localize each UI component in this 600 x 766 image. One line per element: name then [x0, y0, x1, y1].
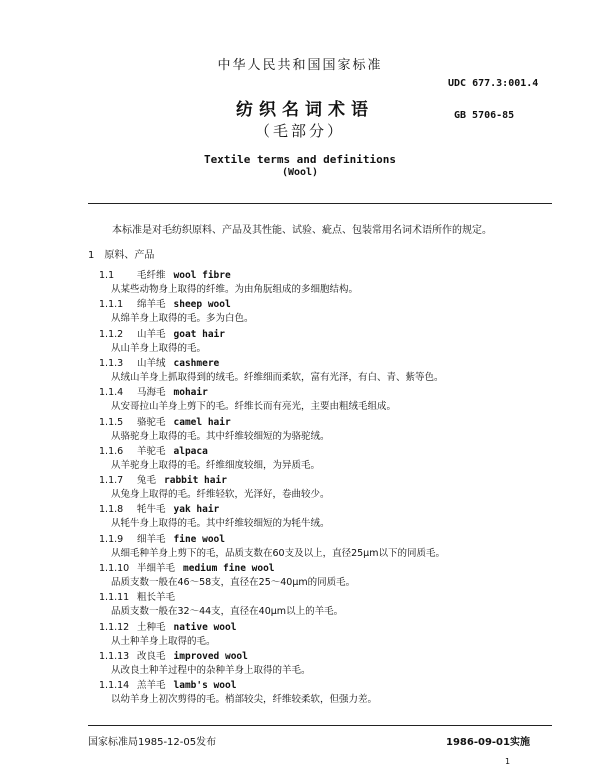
udc-code: UDC 677.3:001.4: [448, 78, 539, 89]
term-en: yak hair: [173, 504, 220, 516]
term-definition: 从山羊身上取得的毛。: [111, 342, 207, 354]
term-heading: [99, 296, 231, 310]
term-definition: 从某些动物身上取得的纤维。为由角朊组成的多细胞结构。: [111, 284, 359, 295]
term-definition: 品质支数一般在32～44支，直径在40μm以上的羊毛。: [111, 606, 344, 618]
term-number: 1.1.2: [99, 328, 124, 340]
term-heading: [99, 648, 248, 662]
term-heading: [99, 501, 219, 515]
term-number: 1.1.5: [99, 416, 124, 428]
term-heading: [99, 414, 231, 428]
term-cn: 山羊绒: [137, 357, 166, 369]
document-title-en: Textile terms and definitions: [203, 153, 397, 166]
term-en: alpaca: [173, 445, 208, 457]
term-en: native wool: [173, 621, 237, 633]
term-heading: [99, 619, 236, 633]
term-cn: 粗长羊毛: [137, 592, 176, 604]
term-en: wool fibre: [173, 270, 231, 281]
term-number: 1.1: [99, 270, 115, 281]
document-subtitle-cn: （毛部分）: [254, 122, 345, 140]
term-definition: 从绒山羊身上抓取得到的绒毛。纤维细而柔软，富有光泽，有白、青、紫等色。: [111, 371, 444, 383]
term-en: lamb's wool: [173, 680, 237, 692]
term-definition: 从骆驼身上取得的毛。其中纤维较细短的为骆驼绒。: [111, 430, 330, 442]
term-cn: 羔羊毛: [137, 680, 166, 692]
term-cn: 骆驼毛: [137, 416, 166, 428]
term-definition: 从细毛种羊身上剪下的毛，品质支数在60支及以上，直径25μm以下的同质毛。: [111, 547, 445, 559]
term-number: 1.1.13: [99, 650, 130, 662]
term-definition: 从牦牛身上取得的毛。其中纤维较细短的为牦牛绒。: [111, 518, 330, 530]
effective-date: 1986-09-01实施: [446, 737, 530, 748]
term-en: goat hair: [173, 328, 225, 340]
standard-name: 中华人民共和国国家标准: [217, 58, 383, 73]
term-en: sheep wool: [173, 299, 231, 311]
document-subtitle-en: (Wool): [281, 167, 319, 178]
term-definition: 从兔身上取得的毛。纤维轻软，光泽好，卷曲较少。: [111, 489, 330, 501]
term-number: 1.1.10: [99, 563, 130, 574]
term-heading: [99, 384, 208, 398]
page-number: 1: [505, 757, 511, 766]
term-cn: 马海毛: [137, 387, 166, 399]
term-number: 1.1.1: [99, 299, 124, 311]
term-number: 1.1.3: [99, 357, 124, 369]
header-divider: [88, 203, 552, 204]
term-heading: [99, 472, 227, 486]
term-cn: 半细羊毛: [137, 563, 176, 574]
term-en: fine wool: [173, 533, 225, 545]
term-en: cashmere: [173, 357, 220, 369]
term-cn: 细羊毛: [137, 533, 166, 545]
section-heading: 1 原料、产品: [88, 250, 155, 261]
term-definition: 从安哥拉山羊身上剪下的毛。纤维长而有亮光，主要由粗绒毛组成。: [111, 401, 397, 413]
term-heading: [99, 560, 275, 574]
term-number: 1.1.12: [99, 621, 130, 633]
intro-paragraph: 本标准是对毛纺织原料、产品及其性能、试验、疵点、包装常用名词术语所作的规定。: [112, 225, 492, 236]
term-definition: 从羊驼身上取得的毛。纤维细度较细，为异质毛。: [111, 459, 321, 471]
term-cn: 牦牛毛: [137, 504, 166, 516]
term-cn: 改良毛: [137, 650, 166, 662]
term-definition: 品质支数一般在46～58支，直径在25～40μm的同质毛。: [111, 577, 356, 588]
term-heading: [99, 531, 225, 545]
term-heading: [99, 355, 219, 369]
term-en: camel hair: [173, 416, 231, 428]
term-number: 1.1.7: [99, 475, 124, 487]
term-number: 1.1.11: [99, 592, 130, 604]
term-number: 1.1.14: [99, 680, 130, 692]
term-heading: [99, 267, 231, 281]
gb-code: GB 5706-85: [454, 110, 515, 121]
term-definition: 从改良土种羊过程中的杂种羊身上取得的羊毛。: [111, 664, 311, 676]
term-cn: 山羊毛: [137, 328, 166, 340]
term-cn: 土种毛: [137, 621, 166, 633]
term-definition: 从土种羊身上取得的毛。: [111, 635, 216, 647]
term-heading: [99, 677, 236, 691]
term-cn: 绵羊毛: [137, 299, 166, 311]
term-cn: 毛纤维: [137, 270, 166, 281]
term-en: mohair: [173, 387, 208, 399]
issue-date: 国家标准局1985-12-05发布: [88, 737, 217, 748]
term-heading: [99, 443, 208, 457]
term-heading: [99, 589, 183, 603]
term-number: 1.1.8: [99, 504, 124, 516]
term-en: improved wool: [173, 650, 248, 662]
term-heading: [99, 326, 225, 340]
term-number: 1.1.9: [99, 533, 124, 545]
footer-divider: [88, 725, 552, 726]
term-definition: 以幼羊身上初次剪得的毛。梢部较尖，纤维较柔软，但强力差。: [111, 694, 378, 706]
document-title-cn: 纺织名词术语: [236, 100, 374, 120]
term-definition: 从绵羊身上取得的毛。多为白色。: [111, 313, 254, 325]
term-number: 1.1.6: [99, 445, 124, 457]
term-cn: 羊驼毛: [137, 445, 166, 457]
term-number: 1.1.4: [99, 387, 124, 399]
term-en: medium fine wool: [183, 563, 275, 574]
term-en: rabbit hair: [164, 475, 227, 487]
term-cn: 兔毛: [137, 475, 157, 487]
